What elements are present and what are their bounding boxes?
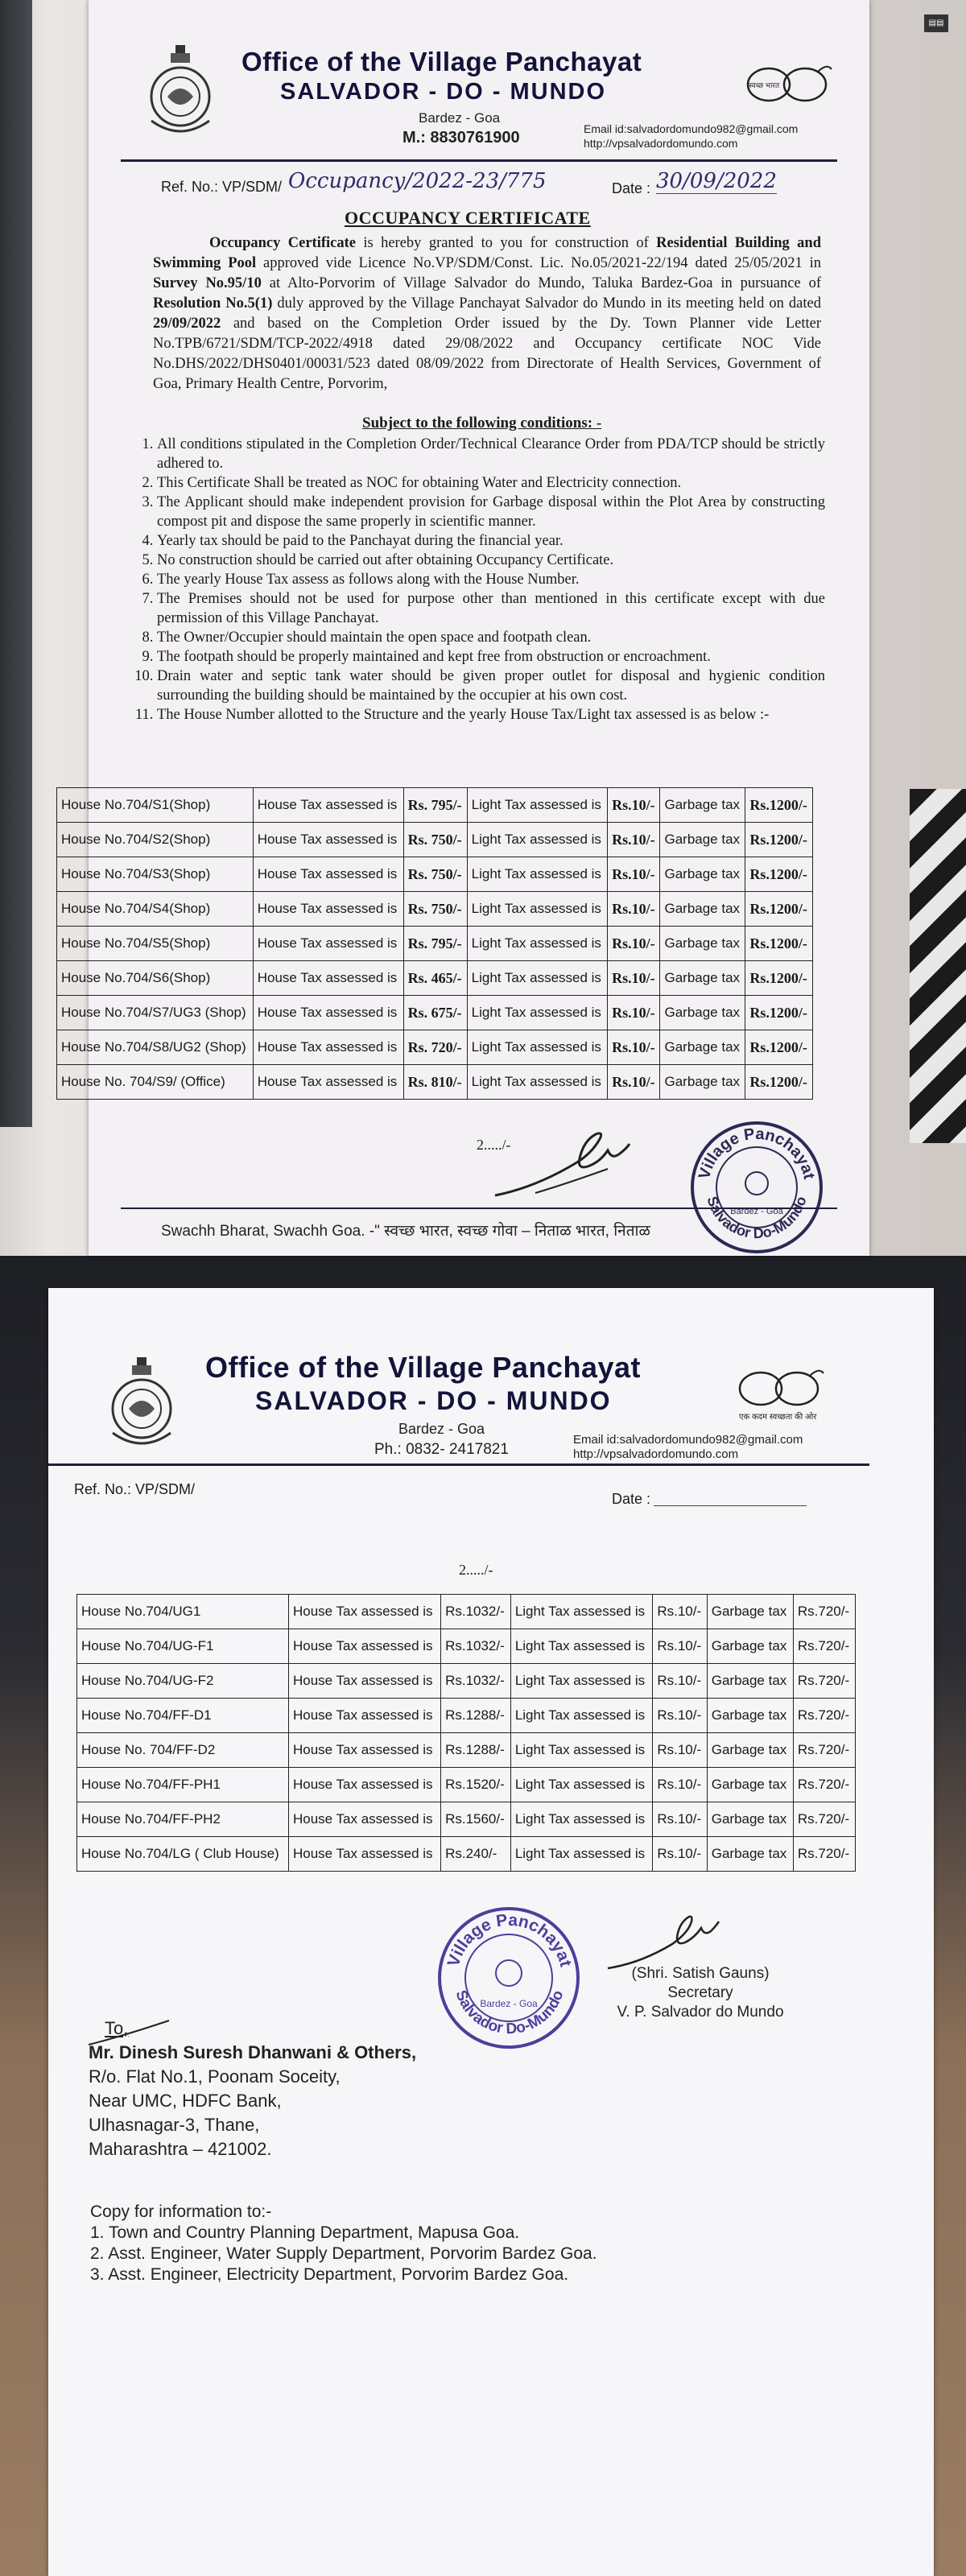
copy-item: 2. Asst. Engineer, Water Supply Department, Porvorim Bardez Goa. bbox=[90, 2244, 597, 2263]
certificate-page-1 bbox=[61, 0, 869, 1256]
garbage-tax-label-cell: Garbage tax bbox=[660, 961, 745, 996]
house-number-cell: House No. 704/S9/ (Office) bbox=[57, 1065, 254, 1100]
light-tax-amount-cell: Rs.10/- bbox=[653, 1802, 707, 1837]
date-label: Date : bbox=[612, 180, 651, 196]
office-website: http://vpsalvadordomundo.com bbox=[573, 1447, 739, 1461]
body-text-2: is hereby granted to you for construction of bbox=[356, 235, 657, 251]
tax-table-row bbox=[57, 1030, 813, 1065]
house-number-cell: House No.704/LG ( Club House) bbox=[77, 1837, 289, 1872]
garbage-tax-label-cell: Garbage tax bbox=[707, 1699, 793, 1733]
body-text-8: duly approved by the Village Panchayat Salvador do Mundo in its meeting held on dated bbox=[272, 295, 821, 312]
house-number-cell: House No.704/S5(Shop) bbox=[57, 927, 254, 961]
garbage-tax-amount-cell: Rs.720/- bbox=[793, 1664, 855, 1699]
house-tax-amount-cell: Rs. 810/- bbox=[403, 1065, 467, 1100]
house-number-cell: House No.704/UG-F2 bbox=[77, 1664, 289, 1699]
body-bold-9: 29/09/2022 bbox=[153, 316, 221, 332]
house-tax-amount-cell: Rs.1288/- bbox=[441, 1733, 511, 1768]
light-tax-amount-cell: Rs.10/- bbox=[608, 927, 660, 961]
office-name: SALVADOR - DO - MUNDO bbox=[280, 79, 607, 105]
house-tax-label-cell: House Tax assessed is bbox=[253, 788, 403, 823]
light-tax-label-cell: Light Tax assessed is bbox=[510, 1733, 653, 1768]
page-continuation: 2...../- bbox=[459, 1562, 493, 1578]
office-name: SALVADOR - DO - MUNDO bbox=[255, 1386, 612, 1415]
tax-table-row bbox=[57, 857, 813, 892]
tax-table-row bbox=[77, 1768, 856, 1802]
light-tax-label-cell: Light Tax assessed is bbox=[467, 1030, 608, 1065]
ref-label: Ref. No.: VP/SDM/ bbox=[74, 1481, 196, 1497]
tax-table-row bbox=[57, 788, 813, 823]
seal-center-text: Bardez - Goa bbox=[730, 1207, 783, 1216]
condition-item: 10. Drain water and septic tank water should be given proper outlet for disposal and hygienic condition surrounding the building should be maintained by the occupier at his own cost. bbox=[157, 667, 825, 705]
address-line-4: Maharashtra – 421002. bbox=[89, 2139, 272, 2159]
house-tax-label-cell: House Tax assessed is bbox=[253, 892, 403, 927]
garbage-tax-amount-cell: Rs.720/- bbox=[793, 1768, 855, 1802]
office-email: Email id:salvadordomundo982@gmail.com bbox=[584, 122, 799, 135]
house-tax-label-cell: House Tax assessed is bbox=[253, 1065, 403, 1100]
light-tax-label-cell: Light Tax assessed is bbox=[467, 788, 608, 823]
body-text-6: at Alto-Porvorim of Village Salvador do Mundo, Taluka Bardez-Goa in pursuance of bbox=[261, 275, 822, 291]
garbage-tax-amount-cell: Rs.720/- bbox=[793, 1802, 855, 1837]
address-line-3: Ulhasnagar-3, Thane, bbox=[89, 2115, 260, 2135]
condition-item: 2. This Certificate Shall be treated as NOC for obtaining Water and Electricity connection. bbox=[157, 473, 825, 493]
house-tax-label-cell: House Tax assessed is bbox=[288, 1699, 440, 1733]
condition-item: 5. No construction should be carried out after obtaining Occupancy Certificate. bbox=[157, 551, 825, 570]
garbage-tax-label-cell: Garbage tax bbox=[707, 1733, 793, 1768]
office-title: Office of the Village Panchayat bbox=[242, 47, 642, 76]
house-tax-label-cell: House Tax assessed is bbox=[253, 823, 403, 857]
tax-table-row bbox=[77, 1699, 856, 1733]
date-label: Date : bbox=[612, 1491, 651, 1507]
light-tax-label-cell: Light Tax assessed is bbox=[510, 1768, 653, 1802]
garbage-tax-amount-cell: Rs.1200/- bbox=[745, 823, 813, 857]
house-tax-label-cell: House Tax assessed is bbox=[253, 857, 403, 892]
garbage-tax-label-cell: Garbage tax bbox=[660, 927, 745, 961]
house-number-cell: House No.704/S2(Shop) bbox=[57, 823, 254, 857]
tax-table-row bbox=[57, 1065, 813, 1100]
addressee-name: Mr. Dinesh Suresh Dhanwani & Others, bbox=[89, 2042, 417, 2062]
footer-slogan: Swachh Bharat, Swachh Goa. -" स्वच्छ भारत, स्वच्छ गोवा – निताळ भारत, निताळ bbox=[161, 1223, 650, 1240]
light-tax-label-cell: Light Tax assessed is bbox=[510, 1837, 653, 1872]
house-number-cell: House No.704/S4(Shop) bbox=[57, 892, 254, 927]
garbage-tax-amount-cell: Rs.720/- bbox=[793, 1699, 855, 1733]
light-tax-amount-cell: Rs.10/- bbox=[608, 1065, 660, 1100]
secretary-title: Secretary bbox=[667, 1984, 733, 2001]
svg-text:Salvador Do-Mundo bbox=[452, 1988, 567, 2038]
panchayat-seal bbox=[688, 1119, 825, 1256]
garbage-tax-label-cell: Garbage tax bbox=[707, 1802, 793, 1837]
tax-table-row bbox=[77, 1595, 856, 1629]
garbage-tax-amount-cell: Rs.1200/- bbox=[745, 1065, 813, 1100]
house-tax-amount-cell: Rs. 675/- bbox=[403, 996, 467, 1030]
garbage-tax-amount-cell: Rs.720/- bbox=[793, 1733, 855, 1768]
house-tax-label-cell: House Tax assessed is bbox=[253, 961, 403, 996]
secretary-name: (Shri. Satish Gauns) bbox=[631, 1965, 770, 1982]
garbage-tax-label-cell: Garbage tax bbox=[660, 857, 745, 892]
swachh-logo-text: स्वच्छ भारत bbox=[749, 81, 780, 89]
ref-number-handwritten: Occupancy/2022-23/775 bbox=[288, 169, 547, 193]
body-bold-7: Resolution No.5(1) bbox=[153, 295, 273, 312]
body-text-4: approved vide Licence No.VP/SDM/Const. Lic. No.05/2021-22/194 dated 25/05/2021 in bbox=[256, 255, 821, 271]
to-flourish bbox=[85, 2017, 173, 2049]
garbage-tax-label-cell: Garbage tax bbox=[707, 1629, 793, 1664]
office-email: Email id:salvadordomundo982@gmail.com bbox=[573, 1433, 803, 1447]
office-location: Bardez - Goa bbox=[398, 1421, 485, 1437]
light-tax-label-cell: Light Tax assessed is bbox=[510, 1595, 653, 1629]
light-tax-amount-cell: Rs.10/- bbox=[653, 1595, 707, 1629]
tax-table-row bbox=[77, 1802, 856, 1837]
svg-text:Salvador Do-Mundo bbox=[704, 1195, 809, 1241]
signature-handwritten bbox=[487, 1119, 664, 1208]
corner-tag: ▤▤ bbox=[924, 14, 948, 32]
light-tax-label-cell: Light Tax assessed is bbox=[510, 1664, 653, 1699]
house-number-cell: House No.704/S7/UG3 (Shop) bbox=[57, 996, 254, 1030]
body-text-10: and based on the Completion Order issued by the Dy. Town Planner vide Letter No.TPB/6721/SDM/TCP-2022/4918 dated 29/08/2022 and Occupancy certificate NOC Vide No.DHS/2022/DHS0401/00031/523 dated 08/09/2022 from Directorate of Health Services, Government of Goa, Primary Health Centre, Porvorim, bbox=[153, 316, 821, 392]
house-tax-amount-cell: Rs. 750/- bbox=[403, 857, 467, 892]
light-tax-amount-cell: Rs.10/- bbox=[608, 996, 660, 1030]
tax-table-row bbox=[57, 892, 813, 927]
garbage-tax-label-cell: Garbage tax bbox=[660, 892, 745, 927]
ref-label: Ref. No.: VP/SDM/ bbox=[161, 179, 283, 195]
light-tax-amount-cell: Rs.10/- bbox=[608, 788, 660, 823]
office-website: http://vpsalvadordomundo.com bbox=[584, 137, 738, 150]
house-number-cell: House No. 704/FF-D2 bbox=[77, 1733, 289, 1768]
certificate-body bbox=[153, 233, 821, 394]
light-tax-amount-cell: Rs.10/- bbox=[653, 1664, 707, 1699]
house-tax-amount-cell: Rs. 750/- bbox=[403, 892, 467, 927]
garbage-tax-label-cell: Garbage tax bbox=[707, 1595, 793, 1629]
date-blank-line bbox=[654, 1505, 807, 1506]
seal-top-text: Village Panchayat bbox=[444, 1910, 576, 1969]
house-tax-label-cell: House Tax assessed is bbox=[288, 1837, 440, 1872]
light-tax-label-cell: Light Tax assessed is bbox=[510, 1699, 653, 1733]
house-tax-label-cell: House Tax assessed is bbox=[288, 1733, 440, 1768]
garbage-tax-amount-cell: Rs.1200/- bbox=[745, 996, 813, 1030]
condition-item: 6. The yearly House Tax assess as follows along with the House Number. bbox=[157, 570, 825, 589]
garbage-tax-label-cell: Garbage tax bbox=[707, 1837, 793, 1872]
house-tax-amount-cell: Rs.240/- bbox=[441, 1837, 511, 1872]
house-number-cell: House No.704/S6(Shop) bbox=[57, 961, 254, 996]
house-tax-label-cell: House Tax assessed is bbox=[253, 1030, 403, 1065]
light-tax-amount-cell: Rs.10/- bbox=[608, 961, 660, 996]
house-tax-amount-cell: Rs.1560/- bbox=[441, 1802, 511, 1837]
seal-center-text: Bardez - Goa bbox=[480, 1998, 538, 2009]
body-bold-1: Occupancy Certificate bbox=[209, 235, 356, 251]
seal-top-text: Village Panchayat bbox=[695, 1125, 819, 1182]
address-line-1: R/o. Flat No.1, Poonam Soceity, bbox=[89, 2066, 341, 2087]
copy-item: 3. Asst. Engineer, Electricity Department, Porvorim Bardez Goa. bbox=[90, 2265, 569, 2284]
house-tax-table bbox=[56, 787, 813, 1100]
light-tax-label-cell: Light Tax assessed is bbox=[467, 892, 608, 927]
seal-bottom-text: Salvador Do-Mundo bbox=[452, 1988, 568, 2038]
condition-item: 11. The House Number allotted to the Structure and the yearly House Tax/Light tax assessed is as below :- bbox=[157, 705, 825, 724]
house-number-cell: House No.704/UG1 bbox=[77, 1595, 289, 1629]
garbage-tax-amount-cell: Rs.1200/- bbox=[745, 961, 813, 996]
binder-edge bbox=[0, 0, 32, 1127]
house-tax-label-cell: House Tax assessed is bbox=[288, 1664, 440, 1699]
page-continuation: 2...../- bbox=[477, 1137, 511, 1153]
office-location: Bardez - Goa bbox=[419, 110, 501, 126]
light-tax-label-cell: Light Tax assessed is bbox=[467, 823, 608, 857]
light-tax-label-cell: Light Tax assessed is bbox=[467, 1065, 608, 1100]
condition-item: 1. All conditions stipulated in the Completion Order/Technical Clearance Order from PDA/TCP should be strictly adhered to. bbox=[157, 435, 825, 473]
light-tax-amount-cell: Rs.10/- bbox=[608, 857, 660, 892]
house-tax-amount-cell: Rs. 795/- bbox=[403, 927, 467, 961]
garbage-tax-label-cell: Garbage tax bbox=[660, 823, 745, 857]
header-rule bbox=[121, 159, 837, 162]
tax-table-row bbox=[57, 927, 813, 961]
house-number-cell: House No.704/S1(Shop) bbox=[57, 788, 254, 823]
light-tax-amount-cell: Rs.10/- bbox=[653, 1733, 707, 1768]
body-bold-5: Survey No.95/10 bbox=[153, 275, 262, 291]
light-tax-label-cell: Light Tax assessed is bbox=[510, 1629, 653, 1664]
garbage-tax-amount-cell: Rs.1200/- bbox=[745, 1030, 813, 1065]
seal-bottom-text: Salvador Do-Mundo bbox=[704, 1194, 810, 1242]
conditions-list bbox=[133, 435, 825, 724]
office-title: Office of the Village Panchayat bbox=[205, 1351, 641, 1384]
secretary-block bbox=[604, 1964, 797, 2022]
tax-table-row bbox=[77, 1664, 856, 1699]
house-tax-amount-cell: Rs.1288/- bbox=[441, 1699, 511, 1733]
garbage-tax-amount-cell: Rs.1200/- bbox=[745, 927, 813, 961]
house-tax-amount-cell: Rs.1032/- bbox=[441, 1595, 511, 1629]
footer-rule bbox=[121, 1208, 837, 1209]
tax-table-row bbox=[57, 961, 813, 996]
date-handwritten: 30/09/2022 bbox=[656, 169, 777, 193]
garbage-tax-amount-cell: Rs.1200/- bbox=[745, 788, 813, 823]
panchayat-emblem-icon bbox=[105, 1352, 179, 1449]
house-tax-label-cell: House Tax assessed is bbox=[288, 1629, 440, 1664]
garbage-tax-label-cell: Garbage tax bbox=[660, 1065, 745, 1100]
tax-table-row bbox=[77, 1629, 856, 1664]
copy-to-block bbox=[90, 2202, 597, 2285]
panchayat-emblem-icon bbox=[143, 40, 217, 137]
condition-item: 3. The Applicant should make independent provision for Garbage disposal within the Plot Area by constructing compost pit and dispose the same properly in scientific manner. bbox=[157, 493, 825, 531]
house-tax-label-cell: House Tax assessed is bbox=[288, 1595, 440, 1629]
house-tax-table bbox=[76, 1594, 856, 1872]
light-tax-label-cell: Light Tax assessed is bbox=[467, 996, 608, 1030]
light-tax-amount-cell: Rs.10/- bbox=[653, 1768, 707, 1802]
house-tax-amount-cell: Rs.1520/- bbox=[441, 1768, 511, 1802]
header-rule bbox=[48, 1463, 869, 1466]
address-line-2: Near UMC, HDFC Bank, bbox=[89, 2091, 282, 2111]
garbage-tax-label-cell: Garbage tax bbox=[707, 1768, 793, 1802]
garbage-tax-label-cell: Garbage tax bbox=[660, 788, 745, 823]
condition-item: 7. The Premises should not be used for purpose other than mentioned in this certificate except with due permission of this Village Panchayat. bbox=[157, 589, 825, 628]
light-tax-amount-cell: Rs.10/- bbox=[608, 892, 660, 927]
light-tax-label-cell: Light Tax assessed is bbox=[510, 1802, 653, 1837]
tax-table-row bbox=[77, 1837, 856, 1872]
condition-item: 8. The Owner/Occupier should maintain the open space and footpath clean. bbox=[157, 628, 825, 647]
light-tax-label-cell: Light Tax assessed is bbox=[467, 961, 608, 996]
house-tax-label-cell: House Tax assessed is bbox=[253, 996, 403, 1030]
house-number-cell: House No.704/FF-D1 bbox=[77, 1699, 289, 1733]
tax-table-row bbox=[77, 1733, 856, 1768]
house-number-cell: House No.704/FF-PH1 bbox=[77, 1768, 289, 1802]
striped-fabric bbox=[910, 789, 966, 1143]
copy-heading: Copy for information to:- bbox=[90, 2202, 272, 2221]
house-number-cell: House No.704/UG-F1 bbox=[77, 1629, 289, 1664]
house-tax-amount-cell: Rs.1032/- bbox=[441, 1664, 511, 1699]
light-tax-amount-cell: Rs.10/- bbox=[608, 1030, 660, 1065]
house-tax-amount-cell: Rs. 720/- bbox=[403, 1030, 467, 1065]
light-tax-amount-cell: Rs.10/- bbox=[653, 1629, 707, 1664]
office-mobile: M.: 8830761900 bbox=[402, 129, 520, 147]
house-number-cell: House No.704/S8/UG2 (Shop) bbox=[57, 1030, 254, 1065]
garbage-tax-label-cell: Garbage tax bbox=[660, 996, 745, 1030]
house-tax-label-cell: House Tax assessed is bbox=[288, 1802, 440, 1837]
light-tax-label-cell: Light Tax assessed is bbox=[467, 927, 608, 961]
house-number-cell: House No.704/FF-PH2 bbox=[77, 1802, 289, 1837]
secretary-office: V. P. Salvador do Mundo bbox=[617, 2004, 784, 2021]
house-tax-label-cell: House Tax assessed is bbox=[288, 1768, 440, 1802]
light-tax-label-cell: Light Tax assessed is bbox=[467, 857, 608, 892]
light-tax-amount-cell: Rs.10/- bbox=[653, 1837, 707, 1872]
swachh-bharat-logo bbox=[729, 1360, 825, 1417]
garbage-tax-amount-cell: Rs.1200/- bbox=[745, 892, 813, 927]
panchayat-seal bbox=[435, 1904, 584, 2053]
swachh-logo-text: एक कदम स्वच्छता की ओर bbox=[739, 1413, 817, 1422]
copy-item: 1. Town and Country Planning Department, Mapusa Goa. bbox=[90, 2223, 520, 2242]
body-bold-3: Residential Building and Swimming Pool bbox=[153, 235, 822, 271]
garbage-tax-amount-cell: Rs.720/- bbox=[793, 1837, 855, 1872]
garbage-tax-amount-cell: Rs.1200/- bbox=[745, 857, 813, 892]
to-label: To, bbox=[105, 2018, 129, 2038]
certificate-title: OCCUPANCY CERTIFICATE bbox=[345, 208, 591, 228]
house-tax-amount-cell: Rs. 795/- bbox=[403, 788, 467, 823]
house-number-cell: House No.704/S3(Shop) bbox=[57, 857, 254, 892]
certificate-page-2 bbox=[48, 1288, 934, 2576]
house-tax-amount-cell: Rs. 465/- bbox=[403, 961, 467, 996]
garbage-tax-label-cell: Garbage tax bbox=[660, 1030, 745, 1065]
condition-item: 9. The footpath should be properly maintained and kept free from obstruction or encroachment. bbox=[157, 647, 825, 667]
garbage-tax-amount-cell: Rs.720/- bbox=[793, 1629, 855, 1664]
garbage-tax-amount-cell: Rs.720/- bbox=[793, 1595, 855, 1629]
conditions-heading: Subject to the following conditions: - bbox=[362, 415, 602, 431]
tax-table-row bbox=[57, 823, 813, 857]
garbage-tax-label-cell: Garbage tax bbox=[707, 1664, 793, 1699]
light-tax-amount-cell: Rs.10/- bbox=[653, 1699, 707, 1733]
house-tax-amount-cell: Rs.1032/- bbox=[441, 1629, 511, 1664]
tax-table-row bbox=[57, 996, 813, 1030]
house-tax-amount-cell: Rs. 750/- bbox=[403, 823, 467, 857]
light-tax-amount-cell: Rs.10/- bbox=[608, 823, 660, 857]
condition-item: 4. Yearly tax should be paid to the Panchayat during the financial year. bbox=[157, 531, 825, 551]
house-tax-label-cell: House Tax assessed is bbox=[253, 927, 403, 961]
office-phone: Ph.: 0832- 2417821 bbox=[374, 1441, 509, 1458]
